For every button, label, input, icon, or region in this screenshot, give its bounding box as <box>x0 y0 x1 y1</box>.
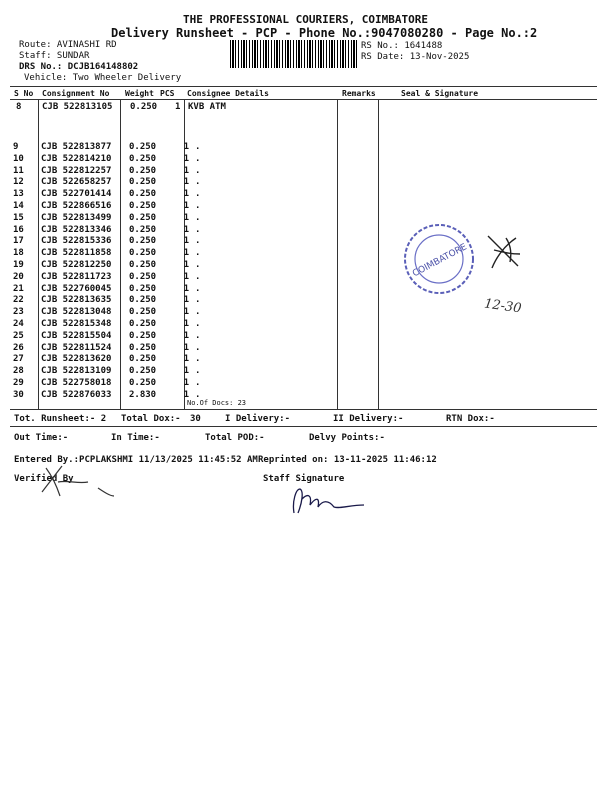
total-dox-label: Total Dox:- <box>121 414 181 424</box>
row-consignment: CJB 522812257 <box>41 165 112 176</box>
row-consignment: CJB 522658257 <box>41 177 112 188</box>
row-pcs: 1 <box>183 165 189 176</box>
row-sno: 28 <box>13 366 24 377</box>
table-row <box>13 319 215 331</box>
row-consignee: . <box>195 189 201 200</box>
row-weight: 0.250 <box>129 366 157 377</box>
row-weight: 0.250 <box>129 271 157 282</box>
vehicle: Vehicle: Two Wheeler Delivery <box>24 73 182 83</box>
table-row <box>13 154 215 166</box>
row-pcs: 1 <box>183 212 189 223</box>
row-sno: 20 <box>13 271 24 282</box>
row-sno: 22 <box>13 295 24 306</box>
row-pcs: 1 <box>183 142 189 152</box>
row-weight: 0.250 <box>129 200 157 211</box>
row-consignment: CJB 522811723 <box>41 271 112 282</box>
no-of-docs: No.Of Docs: 23 <box>187 399 247 407</box>
row-consignment: CJB 522813109 <box>41 366 112 377</box>
in-time: In Time:- <box>111 433 160 443</box>
row-sno: 9 <box>13 142 19 152</box>
row-consignment: CJB 522811858 <box>41 248 112 259</box>
verified-by: Verified By <box>14 474 74 484</box>
i-delivery: I Delivery:- <box>225 414 291 424</box>
first-row-consignee: KVB ATM <box>188 102 226 112</box>
row-consignment: CJB 522866516 <box>41 200 112 211</box>
row-sno: 29 <box>13 377 24 388</box>
row-pcs: 1 <box>183 236 189 247</box>
row-weight: 0.250 <box>129 165 157 176</box>
row-weight: 0.250 <box>129 342 157 353</box>
row-pcs: 1 <box>183 377 189 388</box>
table-row <box>13 260 215 272</box>
row-consignee: . <box>195 153 201 164</box>
table-row <box>13 366 215 378</box>
route: Route: AVINASHI RD <box>19 40 117 50</box>
row-consignee: . <box>195 224 201 235</box>
row-sno: 27 <box>13 354 24 365</box>
row-consignment: CJB 522813346 <box>41 224 112 235</box>
row-consignee: . <box>195 142 201 152</box>
row-consignment: CJB 522758018 <box>41 377 112 388</box>
table-row <box>13 378 215 390</box>
table-row <box>13 201 215 213</box>
total-runsheet: Tot. Runsheet:- 2 <box>14 414 107 424</box>
first-row-sno: 8 <box>16 102 22 112</box>
row-weight: 0.250 <box>129 189 157 200</box>
col-seal: Seal & Signature <box>401 89 479 98</box>
barcode <box>230 40 357 68</box>
table-bottom-rule <box>10 409 597 410</box>
row-pcs: 1 <box>183 330 189 341</box>
row-consignee: . <box>195 212 201 223</box>
col-pcs: PCS <box>160 89 175 98</box>
table-row <box>13 331 215 343</box>
rs-date: RS Date: 13-Nov-2025 <box>361 52 470 62</box>
row-consignment: CJB 522876033 <box>41 389 112 400</box>
row-sno: 24 <box>13 318 24 329</box>
reprinted-on: Reprinted on: 13-11-2025 11:46:12 <box>258 455 437 465</box>
row-pcs: 1 <box>183 307 189 318</box>
row-weight: 0.250 <box>129 295 157 306</box>
row-pcs: 1 <box>183 318 189 329</box>
table-row <box>13 166 215 178</box>
out-time: Out Time:- <box>14 433 69 443</box>
row-weight: 0.250 <box>129 330 157 341</box>
row-weight: 0.250 <box>129 142 157 152</box>
row-consignee: . <box>195 307 201 318</box>
runsheet-title: Delivery Runsheet - PCP - Phone No.:9047080280 - Page No.:2 <box>111 26 538 40</box>
row-weight: 0.250 <box>129 177 157 188</box>
col-weight: Weight <box>125 89 154 98</box>
row-consignee: . <box>195 283 201 294</box>
row-consignee: . <box>195 236 201 247</box>
row-sno: 12 <box>13 177 24 188</box>
row-sno: 17 <box>13 236 24 247</box>
col-consignment: Consignment No <box>42 89 110 98</box>
row-consignment: CJB 522813499 <box>41 212 112 223</box>
row-sno: 18 <box>13 248 24 259</box>
row-consignee: . <box>195 318 201 329</box>
row-consignee: . <box>195 389 201 400</box>
table-row <box>13 354 215 366</box>
row-consignment: CJB 522813635 <box>41 295 112 306</box>
row-sno: 19 <box>13 259 24 270</box>
table-header-rule <box>10 99 597 100</box>
row-consignee: . <box>195 354 201 365</box>
handwritten-note: 12-30 <box>483 296 523 317</box>
row-sno: 21 <box>13 283 24 294</box>
row-weight: 0.250 <box>129 283 157 294</box>
row-weight: 0.250 <box>129 259 157 270</box>
row-sno: 26 <box>13 342 24 353</box>
staff-signature-label: Staff Signature <box>263 474 345 484</box>
col-divider <box>337 99 338 409</box>
row-pcs: 1 <box>183 248 189 259</box>
rs-number: RS No.: 1641488 <box>361 41 443 51</box>
table-row <box>13 307 215 319</box>
total-pod: Total POD:- <box>205 433 265 443</box>
row-sno: 10 <box>13 153 24 164</box>
table-row <box>13 236 215 248</box>
drs-number: DRS No.: DCJB164148802 <box>19 62 139 72</box>
row-weight: 0.250 <box>129 318 157 329</box>
table-row <box>13 284 215 296</box>
row-consignment: CJB 522813620 <box>41 354 112 365</box>
row-weight: 0.250 <box>129 248 157 259</box>
row-pcs: 1 <box>183 177 189 188</box>
row-consignment: CJB 522815504 <box>41 330 112 341</box>
table-row <box>13 272 215 284</box>
row-consignment: CJB 522812250 <box>41 259 112 270</box>
row-pcs: 1 <box>183 366 189 377</box>
row-consignment: CJB 522814210 <box>41 153 112 164</box>
row-pcs: 1 <box>183 224 189 235</box>
first-row-weight: 0.250 <box>130 102 158 112</box>
row-sno: 13 <box>13 189 24 200</box>
row-consignee: . <box>195 165 201 176</box>
stamp-text: COIMBATORE <box>411 242 469 280</box>
row-sno: 16 <box>13 224 24 235</box>
row-weight: 0.250 <box>129 236 157 247</box>
table-row <box>13 213 215 225</box>
row-consignee: . <box>195 271 201 282</box>
row-pcs: 1 <box>183 342 189 353</box>
row-sno: 30 <box>13 389 24 400</box>
row-sno: 23 <box>13 307 24 318</box>
table-row <box>13 142 215 154</box>
staff: Staff: SUNDAR <box>19 51 90 61</box>
row-consignee: . <box>195 377 201 388</box>
row-consignee: . <box>195 366 201 377</box>
row-pcs: 1 <box>183 283 189 294</box>
row-consignee: . <box>195 295 201 306</box>
seal-signature <box>484 232 524 272</box>
row-consignee: . <box>195 330 201 341</box>
row-weight: 0.250 <box>129 224 157 235</box>
verified-signature <box>38 462 118 502</box>
row-sno: 15 <box>13 212 24 223</box>
delivery-points: Delvy Points:- <box>309 433 385 443</box>
row-consignment: CJB 522811524 <box>41 342 112 353</box>
table-row <box>13 295 215 307</box>
first-row-pcs: 1 <box>175 102 181 112</box>
table-row <box>13 225 215 237</box>
table-row <box>13 189 215 201</box>
staff-signature <box>288 483 368 519</box>
row-weight: 0.250 <box>129 153 157 164</box>
row-consignee: . <box>195 342 201 353</box>
ii-delivery: II Delivery:- <box>333 414 404 424</box>
row-sno: 25 <box>13 330 24 341</box>
row-consignment: CJB 522760045 <box>41 283 112 294</box>
row-pcs: 1 <box>183 389 189 400</box>
total-dox-value: 30 <box>190 414 201 424</box>
col-remarks: Remarks <box>342 89 376 98</box>
row-pcs: 1 <box>183 189 189 200</box>
row-sno: 14 <box>13 200 24 211</box>
table-row <box>13 343 215 355</box>
row-pcs: 1 <box>183 200 189 211</box>
row-consignee: . <box>195 177 201 188</box>
row-pcs: 1 <box>183 295 189 306</box>
table-top-rule <box>10 86 597 87</box>
row-consignment: CJB 522815336 <box>41 236 112 247</box>
row-weight: 0.250 <box>129 307 157 318</box>
row-consignee: . <box>195 259 201 270</box>
totals-rule <box>10 426 597 427</box>
row-pcs: 1 <box>183 259 189 270</box>
entered-by: Entered By.:PCPLAKSHMI 11/13/2025 11:45:52 AM <box>14 455 258 465</box>
row-consignment: CJB 522701414 <box>41 189 112 200</box>
row-weight: 0.250 <box>129 354 157 365</box>
row-consignee: . <box>195 200 201 211</box>
row-pcs: 1 <box>183 153 189 164</box>
col-divider <box>378 99 379 409</box>
round-stamp <box>402 222 476 296</box>
row-consignee: . <box>195 248 201 259</box>
row-consignment: CJB 522813877 <box>41 142 112 152</box>
row-consignment: CJB 522815348 <box>41 318 112 329</box>
row-weight: 0.250 <box>129 212 157 223</box>
row-sno: 11 <box>13 165 24 176</box>
row-pcs: 1 <box>183 271 189 282</box>
row-consignment: CJB 522813048 <box>41 307 112 318</box>
company-name: THE PROFESSIONAL COURIERS, COIMBATORE <box>183 13 429 26</box>
first-row-consignment: CJB 522813105 <box>42 102 113 112</box>
table-row <box>13 390 215 402</box>
table-row <box>13 177 215 189</box>
col-consignee: Consignee Details <box>187 89 269 98</box>
row-pcs: 1 <box>183 354 189 365</box>
col-sno: S No <box>14 89 34 98</box>
row-weight: 2.830 <box>129 389 157 400</box>
consignment-table <box>13 142 215 402</box>
table-row <box>13 248 215 260</box>
row-weight: 0.250 <box>129 377 157 388</box>
rtn-dox: RTN Dox:- <box>446 414 495 424</box>
